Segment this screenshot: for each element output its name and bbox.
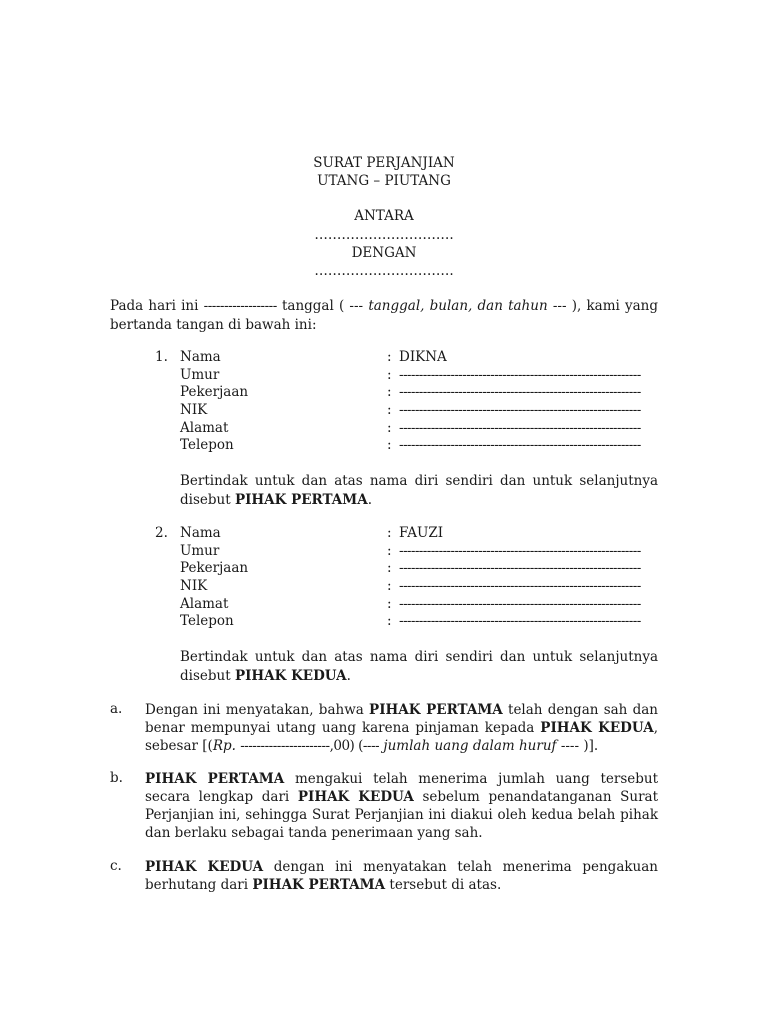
party1-row-nama [155, 349, 658, 367]
party2-address-blank: ------------------------------------------------------------- [399, 595, 641, 612]
party2-colon: : [387, 542, 392, 559]
party1-name-value: DIKNA [399, 349, 447, 365]
intro-date-hint: tanggal, bulan, dan tahun [368, 298, 548, 314]
party2-colon: : [387, 595, 392, 612]
party1-phone-blank: ------------------------------------------------------------- [399, 437, 641, 454]
party1-address-blank: ------------------------------------------------------------- [399, 419, 641, 436]
party1-label: Telepon [180, 437, 234, 454]
clause-a-i1: Rp. [212, 738, 236, 754]
party1-acting-text: Bertindak untuk dan atas nama diri sendiri dan untuk selanjutnya disebut [180, 473, 658, 508]
intro-post: --- ), kami yang bertanda tangan di bawah ini: [110, 298, 659, 333]
clause-c-b1: PIHAK KEDUA [145, 859, 264, 875]
party2-role: PIHAK KEDUA [234, 668, 347, 684]
party2-colon: : [387, 560, 392, 577]
party1-row-nik [155, 402, 658, 420]
party2-label: Nama [180, 525, 221, 541]
party2-placeholder-dots: …………………………. [314, 263, 454, 279]
party2-acting-text: Bertindak untuk dan atas nama diri sendiri dan untuk selanjutnya disebut [180, 649, 658, 684]
between-heading: ANTARA [354, 208, 414, 224]
clause-b-letter: b. [110, 770, 123, 786]
party2-row-telepon [155, 613, 658, 631]
party2-row-umur [155, 543, 658, 561]
clause-b-b1: PIHAK PERTAMA [145, 771, 285, 787]
party1-nik-blank: ------------------------------------------------------------- [399, 402, 641, 419]
party2-label: NIK [180, 578, 208, 595]
document-title-line2: UTANG – PIUTANG [317, 173, 451, 189]
party2-colon: : [387, 578, 392, 595]
party1-row-pekerjaan [155, 384, 658, 402]
party1-label: Nama [180, 349, 221, 365]
clause-a-t4: ----------------------,00) (---- [240, 738, 380, 754]
document-title-line1: SURAT PERJANJIAN [313, 155, 455, 171]
party1-label: Umur [180, 366, 220, 383]
clause-a-letter: a. [110, 701, 123, 717]
party2-details [155, 525, 658, 631]
party2-colon: : [387, 613, 392, 630]
party1-row-umur [155, 367, 658, 385]
intro-pre: Pada hari ini [110, 298, 199, 314]
party1-details [155, 349, 658, 455]
party1-row-telepon [155, 437, 658, 455]
party1-colon: : [387, 437, 392, 454]
clause-a-text [145, 701, 658, 755]
party2-phone-blank: ------------------------------------------------------------- [399, 613, 641, 630]
party1-role: PIHAK PERTAMA [234, 492, 368, 508]
party1-job-blank: ------------------------------------------------------------- [399, 384, 641, 401]
party1-colon: : [387, 384, 392, 401]
party2-name-value: FAUZI [399, 525, 444, 541]
party1-period: . [367, 492, 372, 508]
party1-acting-paragraph [180, 472, 658, 510]
party1-label: NIK [180, 402, 208, 419]
clause-a-b1: PIHAK PERTAMA [369, 702, 503, 718]
party2-nik-blank: ------------------------------------------------------------- [399, 578, 641, 595]
party2-colon: : [387, 525, 392, 541]
party2-number: 2. [155, 525, 168, 541]
party1-label: Alamat [180, 419, 229, 436]
party2-period: . [346, 668, 351, 684]
party2-age-blank: ------------------------------------------------------------- [399, 542, 641, 559]
party2-job-blank: ------------------------------------------------------------- [399, 560, 641, 577]
party1-colon: : [387, 402, 392, 419]
party2-acting-paragraph [180, 648, 658, 686]
clause-a-t3: , sebesar [( [145, 720, 658, 754]
party2-row-nama [155, 525, 658, 543]
clause-c-b2: PIHAK PERTAMA [252, 877, 386, 893]
clause-a-t1: Dengan ini menyatakan, bahwa [145, 702, 364, 718]
party2-row-pekerjaan [155, 560, 658, 578]
intro-paragraph [110, 297, 658, 335]
clause-a-t2: telah dengan sah dan benar mempunyai utang uang karena pinjaman kepada [145, 702, 658, 736]
party2-label: Telepon [180, 613, 234, 630]
intro-day-blank: ------------------ [203, 298, 277, 314]
clause-b-b2: PIHAK KEDUA [297, 789, 414, 805]
with-heading: DENGAN [351, 245, 417, 261]
party1-row-alamat [155, 420, 658, 438]
party2-label: Alamat [180, 595, 229, 612]
clause-a-i2: jumlah uang dalam huruf [383, 738, 557, 754]
party1-colon: : [387, 419, 392, 436]
clause-c-t1: dengan ini menyatakan telah menerima pengakuan berhutang dari [145, 859, 658, 893]
party1-colon: : [387, 349, 392, 365]
party2-row-alamat [155, 596, 658, 614]
clause-a-b2: PIHAK KEDUA [540, 720, 654, 736]
party1-placeholder-dots: …………………………. [314, 227, 454, 243]
party2-row-nik [155, 578, 658, 596]
party1-number: 1. [155, 349, 168, 365]
party2-label: Pekerjaan [180, 560, 249, 577]
party1-label: Pekerjaan [180, 384, 249, 401]
clause-c-letter: c. [110, 858, 122, 874]
clause-c-text [145, 858, 658, 894]
party1-age-blank: ------------------------------------------------------------- [399, 366, 641, 383]
clause-b-text [145, 770, 658, 842]
party2-label: Umur [180, 542, 220, 559]
clause-b-t1: mengakui telah menerima jumlah uang tersebut secara lengkap dari [145, 771, 658, 805]
party1-colon: : [387, 366, 392, 383]
intro-tanggal: tanggal ( --- [281, 298, 364, 314]
clause-b-t2: sebelum penandatanganan Surat Perjanjian ini, sehingga Surat Perjanjian ini diakui oleh kedua belah pihak dan berlaku sebagai tanda penerimaan yang sah. [145, 789, 659, 841]
clause-c-t2: tersebut di atas. [389, 877, 502, 893]
clause-a-t5: ---- )]. [560, 738, 599, 754]
